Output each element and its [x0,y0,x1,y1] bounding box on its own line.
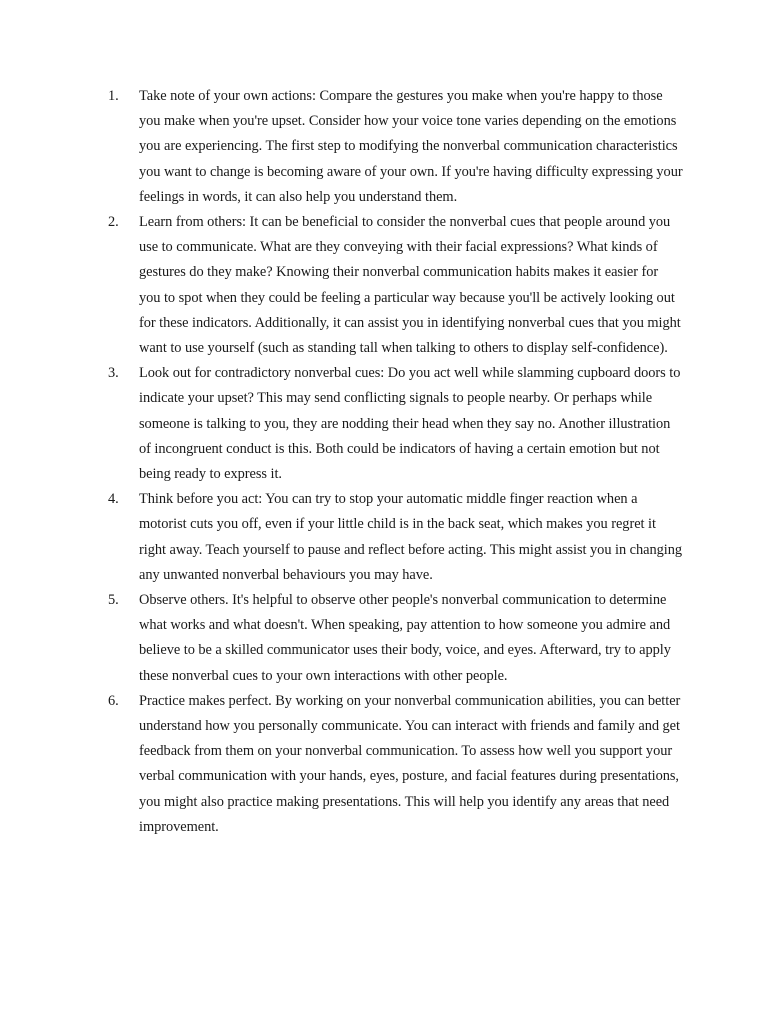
list-item-number: 5. [108,592,119,609]
list-item [108,361,683,487]
list-item-number: 6. [108,692,119,709]
list-item-number: 1. [108,88,119,104]
list-item-text: Learn from others: It can be beneficial to consider the nonverbal cues that people around you use to communicate. What are they conveying with their facial expressions? What kinds of gestures do they make? Knowing their nonverbal communication habits makes it easier for you to spot when they could be feeling a particular way because you'll be actively looking out for these indicators. Additionally, it can assist you in identifying nonverbal cues that you might want to use yourself (such as standing tall when talking to others to display self-confidence). [139,214,681,357]
list-item-number: 2. [108,214,119,231]
list-item [108,210,683,361]
list-item-text: Practice makes perfect. By working on your nonverbal communication abilities, you can better understand how you personally communicate. You can interact with friends and family and get feedback from them on your nonverbal communication. To assess how well you support your verbal communication with your hands, eyes, posture, and facial features during presentations, you might also practice making presentations. This will help you identify any areas that need improvement. [139,692,681,835]
list-item [108,689,683,840]
list-item-number: 4. [108,491,119,508]
list-item-text: Look out for contradictory nonverbal cues: Do you act well while slamming cupboard doors to indicate your upset? This may send conflicting signals to people nearby. Or perhaps while someone is talking to you, they are nodding their head when they say no. Another illustration of incongruent conduct is this. Both could be indicators of having a certain emotion but not being ready to express it. [139,365,681,483]
numbered-list [108,84,683,840]
list-item-text: Think before you act: You can try to stop your automatic middle finger reaction when a motorist cuts you off, even if your little child is in the back seat, which makes you regret it right away. Teach yourself to pause and reflect before acting. This might assist you in changing any unwanted nonverbal behaviours you may have. [139,491,683,583]
list-item [108,487,683,588]
list-item-text: Observe others. It's helpful to observe other people's nonverbal communication to determine what works and what doesn't. When speaking, pay attention to how someone you admire and believe to be a skilled communicator uses their body, voice, and eyes. Afterward, try to apply these nonverbal cues to your own interactions with other people. [139,592,671,684]
list-item-text: Take note of your own actions: Compare the gestures you make when you're happy to those you make when you're upset. Consider how your voice tone varies depending on the emotions you are experiencing. The first step to modifying the nonverbal communication characteristics you want to change is becoming aware of your own. If you're having difficulty expressing your feelings in words, it can also help you understand them. [139,88,683,205]
list-item [108,84,683,210]
list-item [108,588,683,689]
list-item-number: 3. [108,365,119,382]
